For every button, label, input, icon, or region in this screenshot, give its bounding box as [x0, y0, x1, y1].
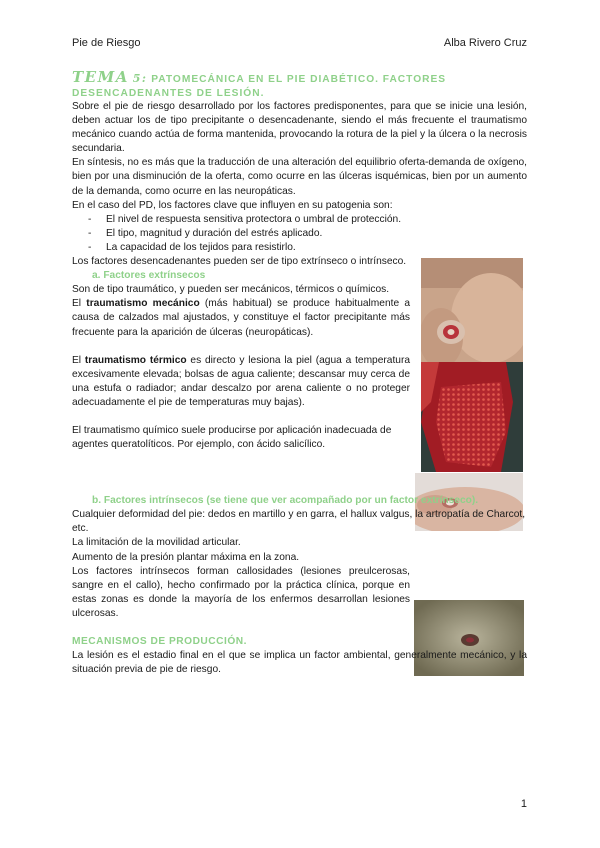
intrinsic-paragraph-4: Los factores intrínsecos forman callosidades (lesiones preulcerosas, sangre en el callo), hecho confirmado por la práctica clínica, porque en estas zonas es donde la mayoría de los enfermos desarrollan lesiones ulcerosas. — [72, 565, 410, 619]
intro-paragraph-3: En el caso del PD, los factores clave que influyen en su patogenia son: — [72, 199, 393, 211]
mech-post: (más habitual) se produce habitualmente a causa de calzados mal ajustados, y constituye el factor precipitante más frecuente para la aparición de úlceras (neuropáticas). — [72, 298, 411, 338]
mechanical-paragraph — [72, 297, 410, 339]
intrinsic-paragraph-2: La limitación de la movilidad articular. — [72, 537, 241, 549]
tema-word: TEMA — [72, 68, 129, 86]
therm-post: es directo y lesiona la piel (agua a temperatura excesivamente elevada; bolsas de agua caliente; descansar muy cerca de una estufa o radiador; andar descalzo por arena caliente o no proteger adecuadamente el pie de temperaturas muy bajas). — [72, 354, 411, 408]
thermal-paragraph — [72, 354, 410, 410]
tema-title — [72, 68, 527, 100]
intro-paragraph-4: Los factores desencadenantes pueden ser de tipo extrínseco o intrínseco. — [72, 256, 407, 268]
tema-number: 5: — [132, 72, 148, 85]
intro-paragraph-2: En síntesis, no es más que la traducción de una alteración del equilibrio oferta-demanda de oxígeno, bien por una disminución de la oferta, como ocurre en las úlceras isquémicas, bien por un aumento de la demanda, como ocurre en las neuropáticas. — [72, 157, 527, 197]
intrinsic-heading: b. Factores intrínsecos (se tiene que ver acompañado por un factor extrínseco). — [92, 495, 479, 507]
intrinsic-paragraph-1: Cualquier deformidad del pie: dedos en martillo y en garra, el hallux valgus, la artropatía de Charcot, etc. — [72, 509, 526, 535]
intrinsic-paragraph-3: Aumento de la presión plantar máxima en la zona. — [72, 551, 300, 563]
header-left: Pie de Riesgo — [72, 37, 141, 49]
therm-bold: traumatismo térmico — [84, 354, 187, 366]
tema-text: PATOMECÁNICA EN EL PIE DIABÉTICO. FACTORES DESENCADENANTES DE LESIÓN. — [72, 74, 447, 99]
list-item: - La capacidad de los tejidos para resistirlo. — [88, 241, 527, 255]
header-right: Alba Rivero Cruz — [443, 37, 527, 49]
extrinsic-paragraph-1: Son de tipo traumático, y pueden ser mecánicos, térmicos o químicos. — [72, 284, 390, 296]
production-paragraph: La lesión es el estadio final en el que se implica un factor ambiental, generalmente mecánico, y la situación previa de pie de riesgo. — [72, 650, 527, 676]
extrinsic-heading: a. Factores extrínsecos — [92, 270, 206, 282]
production-heading: MECANISMOS DE PRODUCCIÓN. — [72, 636, 247, 647]
chemical-paragraph: El traumatismo químico suele producirse por aplicación inadecuada de agentes queratolíticos. Por ejemplo, con ácido salicílico. — [72, 424, 392, 451]
mech-bold: traumatismo mecánico — [86, 298, 200, 310]
list-item: - El tipo, magnitud y duración del estrés aplicado. — [88, 227, 527, 241]
intro-paragraph-1: Sobre el pie de riesgo desarrollado por los factores predisponentes, para que se inicie una lesión, deben actuar los de tipo precipitante o desencadenante, siendo el más frecuente el traumatismo mecánico cuando actúa de forma mantenida, provocando la rotura de la piel y la úlcera o la necrosis secundaria. — [72, 101, 527, 155]
mech-pre: El — [72, 298, 87, 310]
therm-pre: El — [72, 354, 85, 366]
list-item: - El nivel de respuesta sensitiva protectora o umbral de protección. — [88, 213, 527, 227]
patogenia-list — [72, 213, 527, 255]
page-number: 1 — [520, 798, 527, 810]
